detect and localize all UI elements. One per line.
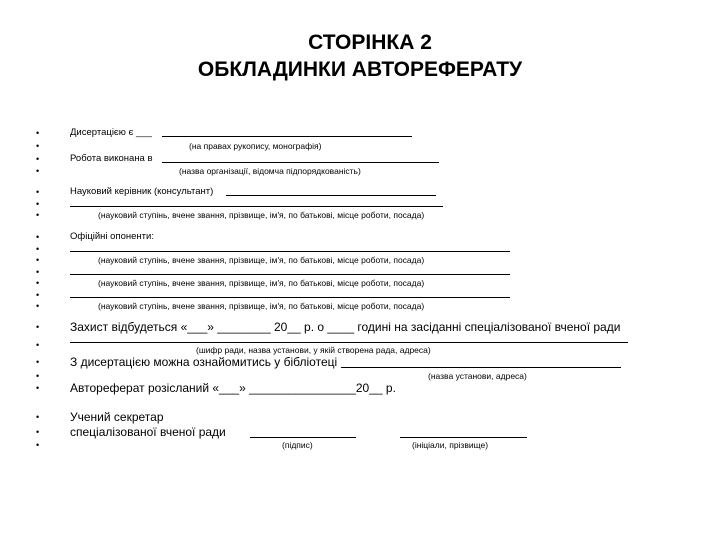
- form-line-performed-hint: [36, 164, 720, 178]
- form-line-supervisor-hint: [36, 208, 720, 222]
- opponent-1-blank: [70, 251, 510, 252]
- opponent-2-blank: [70, 274, 510, 275]
- bullet-icon: [36, 438, 39, 452]
- secretary-title: Учений секретар: [70, 410, 164, 424]
- library-hint: (назва установи, адреса): [428, 371, 527, 381]
- form-line-defense: [36, 320, 720, 336]
- dissertation-label: Дисертацією є ___: [70, 127, 152, 138]
- supervisor-blank-2: [70, 206, 443, 207]
- secretary-council: спеціалізованої вченої ради: [70, 425, 226, 439]
- form-line-dissertation-hint: [36, 139, 720, 153]
- initials-hint: (ініціали, прізвище): [412, 440, 489, 450]
- opponent-2-hint: (науковий ступінь, вчене звання, прізвище, ім'я, по батькові, місце роботи, посада): [98, 278, 425, 288]
- opponent-1-hint: (науковий ступінь, вчене звання, прізвище, ім'я, по батькові, місце роботи, посада): [98, 255, 425, 265]
- bullet-icon: [36, 139, 39, 153]
- performed-label: Робота виконана в: [70, 153, 153, 164]
- bullet-icon: [36, 355, 39, 369]
- council-hint: (шифр ради, назва установи, у якій створена рада, адреса): [196, 345, 431, 355]
- signature-hint: (підпис): [282, 440, 313, 450]
- form-line-sent-out: [36, 381, 720, 397]
- bullet-icon: [36, 320, 39, 334]
- library-blank: [341, 367, 621, 368]
- opponent-3-blank: [70, 297, 510, 298]
- dissertation-blank: [162, 136, 412, 137]
- bullet-icon: [36, 126, 39, 140]
- bullet-icon: [36, 410, 39, 424]
- sent-out-text: Автореферат розісланий «___» ________________20__ р.: [70, 381, 396, 395]
- performed-blank: [162, 162, 439, 163]
- supervisor-hint: (науковий ступінь, вчене звання, прізвище, ім'я, по батькові, місце роботи, посада): [98, 210, 425, 220]
- bullet-icon: [36, 381, 39, 395]
- performed-hint: (назва організації, відомча підпорядкованість): [179, 166, 361, 176]
- page-subtitle: ОБКЛАДИНКИ АВТОРЕФЕРАТУ: [197, 58, 523, 81]
- form-line-dissertation: [36, 126, 720, 140]
- supervisor-label: Науковий керівник (консультант): [70, 186, 214, 197]
- dissertation-hint: (на правах рукопису, монографія): [189, 141, 322, 151]
- bullet-icon: [36, 425, 39, 439]
- bullet-icon: [36, 299, 39, 313]
- defense-text: Захист відбудеться «___» ________ 20__ р. о ____ годині на засіданні спеціалізованої вченої ради: [70, 320, 621, 334]
- bullet-icon: [36, 208, 39, 222]
- library-label: З дисертацією можна ознайомитись у бібліотеці: [70, 355, 338, 369]
- form-line-opponent-3-hint: [36, 299, 720, 313]
- opponent-3-hint: (науковий ступінь, вчене звання, прізвище, ім'я, по батькові, місце роботи, посада): [98, 301, 425, 311]
- form-line-signature-hints: [36, 438, 720, 452]
- page-title: СТОРІНКА 2: [308, 31, 432, 54]
- supervisor-blank: [226, 195, 436, 196]
- opponents-label: Офіційні опоненти:: [70, 231, 154, 242]
- bullet-icon: [36, 164, 39, 178]
- form-line-secretary-1: [36, 410, 720, 426]
